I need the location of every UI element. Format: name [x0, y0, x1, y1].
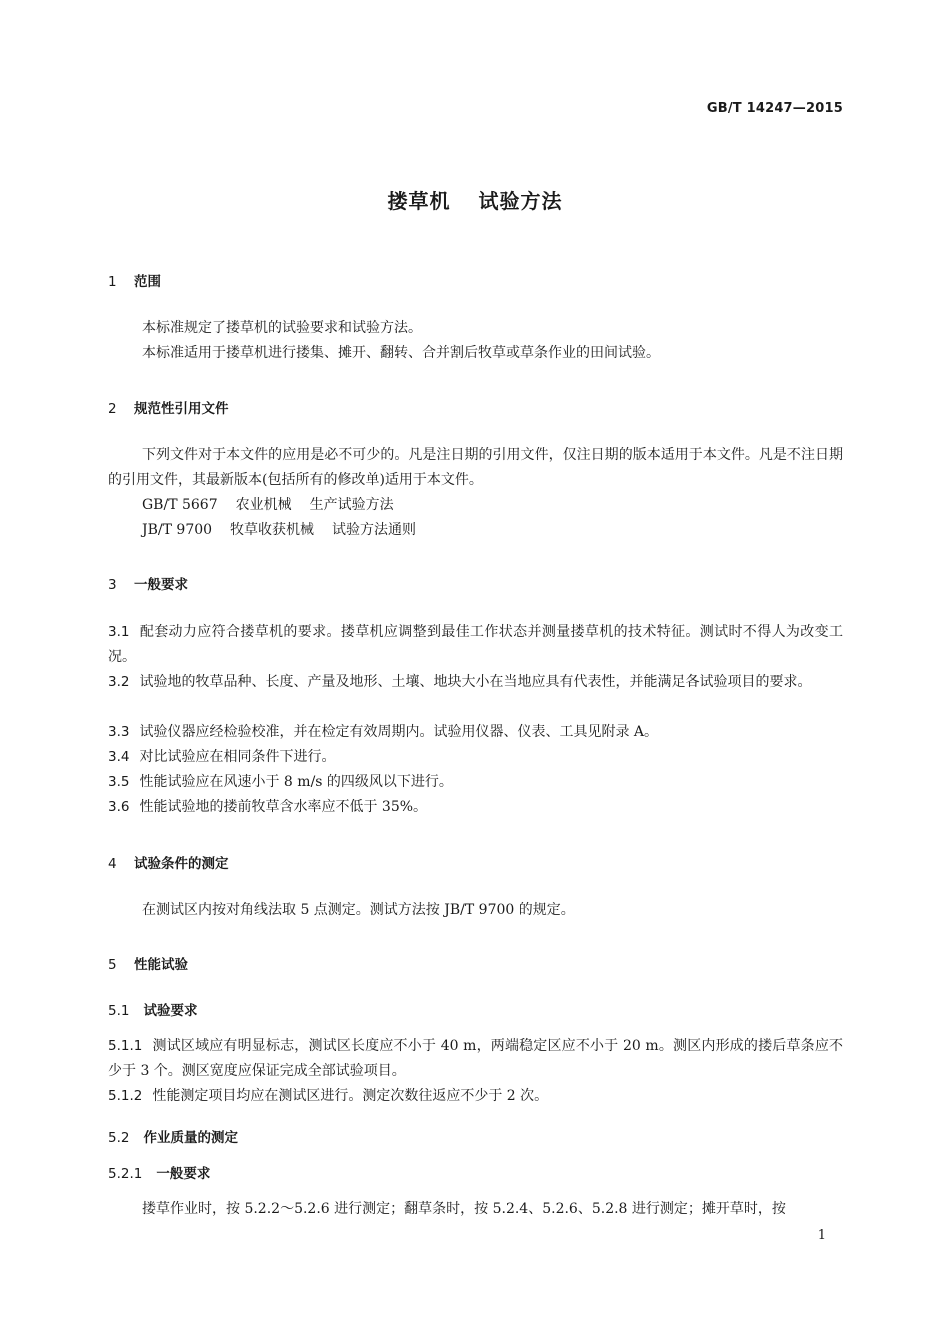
clause-3-6: 3.6 性能试验地的搂前牧草含水率应不低于 35%。 [108, 799, 428, 815]
clause-3-1: 3.1 配套动力应符合搂草机的要求。搂草机应调整到最佳工作状态并测量搂草机的技术特征。测试时不得人为改变工况。 [108, 624, 843, 665]
clause-3-3: 3.3 试验仪器应经检验校准，并在检定有效周期内。试验用仪器、仪表、工具见附录 A。 [108, 724, 659, 740]
section-5-heading: 5 性能试验 [108, 957, 188, 973]
section-5-2-1-paragraph: 搂草作业时，按 5.2.2～5.2.6 进行测定；翻草条时，按 5.2.4、5.2.6、5.2.8 进行测定；摊开草时，按 [142, 1201, 786, 1217]
clause-3-5: 3.5 性能试验应在风速小于 8 m/s 的四级风以下进行。 [108, 774, 453, 790]
clause-5-1-1: 5.1.1 测试区域应有明显标志，测试区长度应不小于 40 m，两端稳定区应不小于 20 m。测区内形成的搂后草条应不少于 3 个。测区宽度应保证完成全部试验项目。 [108, 1038, 843, 1079]
page-number: 1 [817, 1228, 826, 1243]
clause-3-2: 3.2 试验地的牧草品种、长度、产量及地形、土壤、地块大小在当地应具有代表性，并能满足各试验项目的要求。 [108, 674, 812, 690]
clause-3-4: 3.4 对比试验应在相同条件下进行。 [108, 749, 336, 765]
title-part-2: 试验方法 [478, 189, 563, 213]
section-2-paragraph: 下列文件对于本文件的应用是必不可少的。凡是注日期的引用文件，仅注日期的版本适用于本文件。凡是不注日期的引用文件，其最新版本(包括所有的修改单)适用于本文件。 [108, 447, 843, 488]
section-1-paragraph-2: 本标准适用于搂草机进行搂集、摊开、翻转、合并割后牧草或草条作业的田间试验。 [142, 345, 660, 361]
section-1-paragraph-1: 本标准规定了搂草机的试验要求和试验方法。 [142, 320, 422, 336]
document-title [0, 185, 950, 214]
section-4-paragraph: 在测试区内按对角线法取 5 点测定。测试方法按 JB/T 9700 的规定。 [142, 902, 575, 918]
section-2-heading: 2 规范性引用文件 [108, 401, 229, 417]
section-1-heading: 1 范围 [108, 274, 161, 290]
standard-number: GB/T 14247—2015 [706, 101, 843, 116]
section-3-heading: 3 一般要求 [108, 577, 188, 593]
title-part-1: 搂草机 [387, 189, 451, 213]
reference-item: GB/T 5667 农业机械 生产试验方法 [142, 497, 394, 513]
section-4-heading: 4 试验条件的测定 [108, 856, 229, 872]
section-5-2-heading: 5.2 作业质量的测定 [108, 1130, 238, 1146]
section-5-1-heading: 5.1 试验要求 [108, 1003, 198, 1019]
reference-item: JB/T 9700 牧草收获机械 试验方法通则 [142, 522, 417, 538]
clause-5-1-2: 5.1.2 性能测定项目均应在测试区进行。测定次数往返应不少于 2 次。 [108, 1088, 549, 1104]
section-5-2-1-heading: 5.2.1 一般要求 [108, 1166, 211, 1182]
